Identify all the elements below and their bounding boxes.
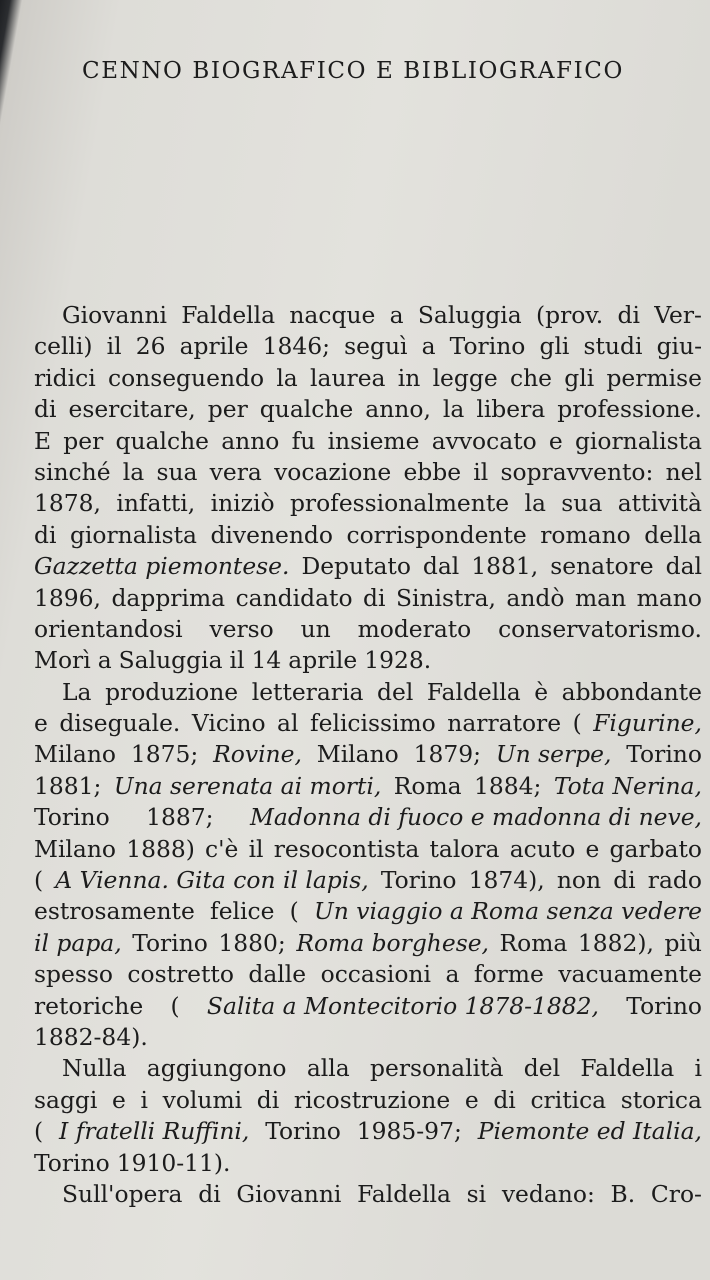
word: Sull'opera (62, 1179, 183, 1208)
word: di (34, 395, 57, 424)
word: i (694, 1054, 702, 1083)
word: resocontista (273, 834, 420, 863)
word: Torino (34, 1148, 110, 1177)
word: Saluggia (417, 301, 522, 329)
word: vera (209, 457, 262, 486)
word: al (277, 709, 299, 738)
word: aprile (288, 646, 358, 675)
text-line (34, 520, 702, 551)
word: garbato (609, 834, 702, 863)
text-line (34, 959, 702, 990)
word: esercitare, (68, 395, 196, 424)
word: letteraria (251, 677, 364, 706)
word: celli) (34, 332, 93, 361)
word: vedano: (501, 1179, 595, 1208)
word: ( (34, 1117, 44, 1146)
word: e (585, 834, 600, 863)
word: 1884; (474, 771, 542, 800)
word: laurea (310, 363, 386, 392)
word: la (524, 489, 546, 518)
word: conservatorismo. (498, 614, 702, 643)
word: di (198, 1179, 221, 1208)
word: Faldella (580, 1054, 675, 1083)
word: forme (473, 960, 544, 989)
word: moderato (357, 614, 472, 643)
word: conseguendo (107, 363, 265, 392)
word: di (363, 583, 386, 612)
word: Torino (626, 991, 702, 1020)
word: qualche (115, 426, 209, 455)
word: talora (429, 834, 500, 863)
word: Torino (449, 332, 526, 361)
word: a (389, 301, 404, 329)
word: e (34, 709, 48, 738)
italic-title: Una serenata ai morti, (113, 771, 382, 800)
word: giornalista (574, 426, 702, 455)
text-line (34, 583, 702, 614)
text-line (34, 331, 702, 362)
word: Nulla (62, 1054, 127, 1083)
italic-title: Roma borghese, (296, 928, 489, 957)
word: nacque (289, 301, 376, 329)
word: fu (291, 426, 316, 455)
text-line (34, 1148, 702, 1179)
word: 1874), (468, 866, 545, 895)
word: storica (620, 1085, 702, 1114)
word: legge (432, 363, 498, 392)
text-line (34, 1179, 702, 1210)
italic-title: Gazzetta piemontese. (34, 552, 290, 581)
word: alla (306, 1054, 350, 1083)
word: Torino (380, 866, 457, 895)
word: i (140, 1085, 148, 1114)
word: un (300, 614, 331, 643)
word: critica (530, 1085, 607, 1114)
word: nel (665, 457, 702, 486)
word: 1881, (471, 552, 539, 581)
word: libera (476, 395, 546, 424)
word: Giovanni (62, 301, 168, 329)
word: sopravvento: (500, 457, 654, 486)
word: non (556, 866, 602, 895)
word: giornalista (69, 520, 197, 549)
word: più (664, 928, 702, 957)
word: Torino (626, 740, 702, 769)
word: e (464, 1085, 479, 1114)
word: volumi (162, 1085, 243, 1114)
word: di (256, 1085, 280, 1114)
word: 1928. (364, 646, 432, 675)
word: ( (34, 866, 44, 895)
word: di (493, 1085, 516, 1114)
word: Milano (34, 740, 117, 769)
word: rado (647, 866, 702, 895)
word: 1882-84). (34, 1022, 148, 1051)
word: studi (583, 332, 643, 361)
word: il (473, 457, 489, 486)
word: 1882), (577, 928, 654, 957)
word: giu- (656, 332, 702, 361)
word: 1881; (34, 771, 102, 800)
word: vacuamente (558, 960, 702, 989)
word: divenendo (210, 520, 333, 549)
italic-title: Tota Nerina, (553, 771, 702, 800)
text-line (34, 1022, 702, 1053)
italic-title: A Vienna. Gita con il lapis, (55, 866, 369, 895)
word: a (445, 960, 460, 989)
word: retoriche (34, 991, 144, 1020)
word: 26 (135, 332, 166, 361)
word: 1846; (262, 332, 331, 361)
word: per (63, 426, 104, 455)
word: 1879; (413, 740, 482, 769)
word: insieme (327, 426, 420, 455)
word: il (106, 332, 122, 361)
page-heading: CENNO BIOGRAFICO E BIBLIOGRAFICO (82, 58, 624, 84)
italic-title: Figurine, (593, 709, 702, 738)
word: 1875; (130, 740, 199, 769)
text-line (34, 771, 702, 802)
italic-title: il papa, (34, 928, 122, 957)
word: gli (564, 363, 595, 392)
word: costretto (127, 960, 234, 989)
word: 14 (251, 646, 282, 675)
word: la (442, 395, 465, 424)
text-line (34, 1053, 702, 1084)
word: senatore (550, 552, 654, 581)
word: dal (422, 552, 460, 581)
word: dapprima (111, 583, 226, 612)
word: che (509, 363, 552, 392)
word: candidato (235, 583, 353, 612)
word: e (112, 1085, 126, 1114)
word: si (466, 1179, 487, 1208)
word: orientandosi (34, 614, 183, 643)
text-line (34, 363, 702, 394)
word: c'è (205, 834, 239, 863)
text-line (34, 645, 702, 676)
text-line (34, 1085, 702, 1116)
text-line (34, 834, 702, 865)
text-line (34, 426, 702, 457)
word: del (523, 1054, 561, 1083)
word: Faldella (357, 1179, 451, 1208)
word: Deputato (301, 552, 411, 581)
word: ebbe (403, 457, 462, 486)
word: a (97, 646, 112, 675)
word: professione. (557, 395, 702, 424)
word: iniziò (210, 489, 275, 518)
text-line (34, 865, 702, 896)
text-line (34, 551, 702, 582)
word: corrispondente (346, 520, 527, 549)
word: Sinistra, (395, 583, 496, 612)
word: 1910-11). (116, 1148, 231, 1177)
word: E (34, 426, 52, 455)
word: ridici (34, 363, 96, 392)
word: man (574, 583, 627, 612)
italic-title: Rovine, (213, 740, 302, 769)
text-line (34, 928, 702, 959)
text-line (34, 394, 702, 425)
word: andò (506, 583, 565, 612)
italic-title: Salita a Montecitorio 1878-1882, (206, 991, 599, 1020)
word: 1896, (34, 583, 101, 612)
word: sua (156, 457, 198, 486)
word: 1878, (34, 489, 101, 518)
word: personalità (370, 1054, 504, 1083)
word: la (122, 457, 145, 486)
word: Roma (393, 771, 462, 800)
word: ricostruzione (293, 1085, 451, 1114)
word: saggi (34, 1085, 98, 1114)
word: il (248, 834, 264, 863)
word: qualche (259, 395, 354, 424)
word: infatti, (116, 489, 196, 518)
text-line (34, 708, 702, 739)
italic-title: Un serpe, (495, 740, 612, 769)
word: sinché (34, 457, 111, 486)
word: di (34, 520, 57, 549)
text-line (34, 488, 702, 519)
italic-title: Piemonte ed Italia, (477, 1117, 702, 1146)
word: ( (572, 709, 582, 738)
word: di (613, 866, 636, 895)
word: 1888) (126, 834, 195, 863)
word: permise (606, 363, 702, 392)
word: produzione (105, 677, 239, 706)
word: avvocato (431, 426, 537, 455)
word: di (617, 301, 640, 329)
word: ( (170, 991, 180, 1020)
word: Cro- (650, 1179, 702, 1208)
word: aggiungono (146, 1054, 287, 1083)
word: per (207, 395, 248, 424)
word: Milano (34, 834, 117, 863)
word: sua (561, 489, 603, 518)
word: Torino (265, 1117, 341, 1146)
text-line (34, 739, 702, 770)
word: acuto (509, 834, 576, 863)
book-page (22, 0, 710, 1280)
italic-title: Un viaggio a Roma senza vedere (314, 897, 702, 926)
word: la (276, 363, 298, 392)
word: ( (289, 897, 299, 926)
word: Vicino (191, 709, 266, 738)
body-text (34, 300, 702, 1210)
word: Faldella (181, 301, 276, 329)
word: 1985-97; (356, 1117, 462, 1146)
word: B. (610, 1179, 636, 1208)
word: dal (665, 552, 702, 581)
word: 1880; (218, 928, 286, 957)
word: Torino (132, 928, 208, 957)
text-line (34, 677, 702, 708)
text-line (34, 991, 702, 1022)
word: vocazione (274, 457, 392, 486)
text-line (34, 457, 702, 488)
word: romano (540, 520, 631, 549)
italic-title: Madonna di fuoco e madonna di neve, (249, 803, 702, 832)
word: e (548, 426, 563, 455)
word: Milano (316, 740, 399, 769)
text-line (34, 300, 702, 331)
text-line (34, 896, 702, 927)
word: professionalmente (289, 489, 510, 518)
word: felicissimo (309, 709, 436, 738)
word: spesso (34, 960, 113, 989)
word: Faldella (426, 677, 521, 706)
word: anno, (365, 395, 431, 424)
word: della (644, 520, 702, 549)
italic-title: I fratelli Ruffini, (59, 1117, 250, 1146)
word: (prov. (536, 301, 604, 329)
word: felice (210, 897, 275, 926)
word: aprile (179, 332, 249, 361)
word: Morì (34, 646, 91, 675)
word: è (534, 677, 549, 706)
text-line (34, 1116, 702, 1147)
word: 1887; (146, 803, 214, 832)
word: verso (209, 614, 274, 643)
text-line (34, 802, 702, 833)
text-line (34, 614, 702, 645)
word: occasioni (320, 960, 431, 989)
word: Ver- (654, 301, 702, 329)
word: del (377, 677, 414, 706)
word: in (397, 363, 421, 392)
word: Saluggia (118, 646, 223, 675)
word: mano (636, 583, 702, 612)
word: gli (539, 332, 570, 361)
word: diseguale. (59, 709, 181, 738)
word: attività (617, 489, 702, 518)
word: estrosamente (34, 897, 195, 926)
word: dalle (248, 960, 307, 989)
word: Giovanni (236, 1179, 342, 1208)
word: narratore (447, 709, 562, 738)
word: abbondante (561, 677, 702, 706)
word: Roma (499, 928, 568, 957)
word: Torino (34, 803, 110, 832)
word: seguì (344, 332, 408, 361)
word: a (421, 332, 436, 361)
word: anno (221, 426, 280, 455)
word: La (62, 677, 92, 706)
word: il (229, 646, 245, 675)
